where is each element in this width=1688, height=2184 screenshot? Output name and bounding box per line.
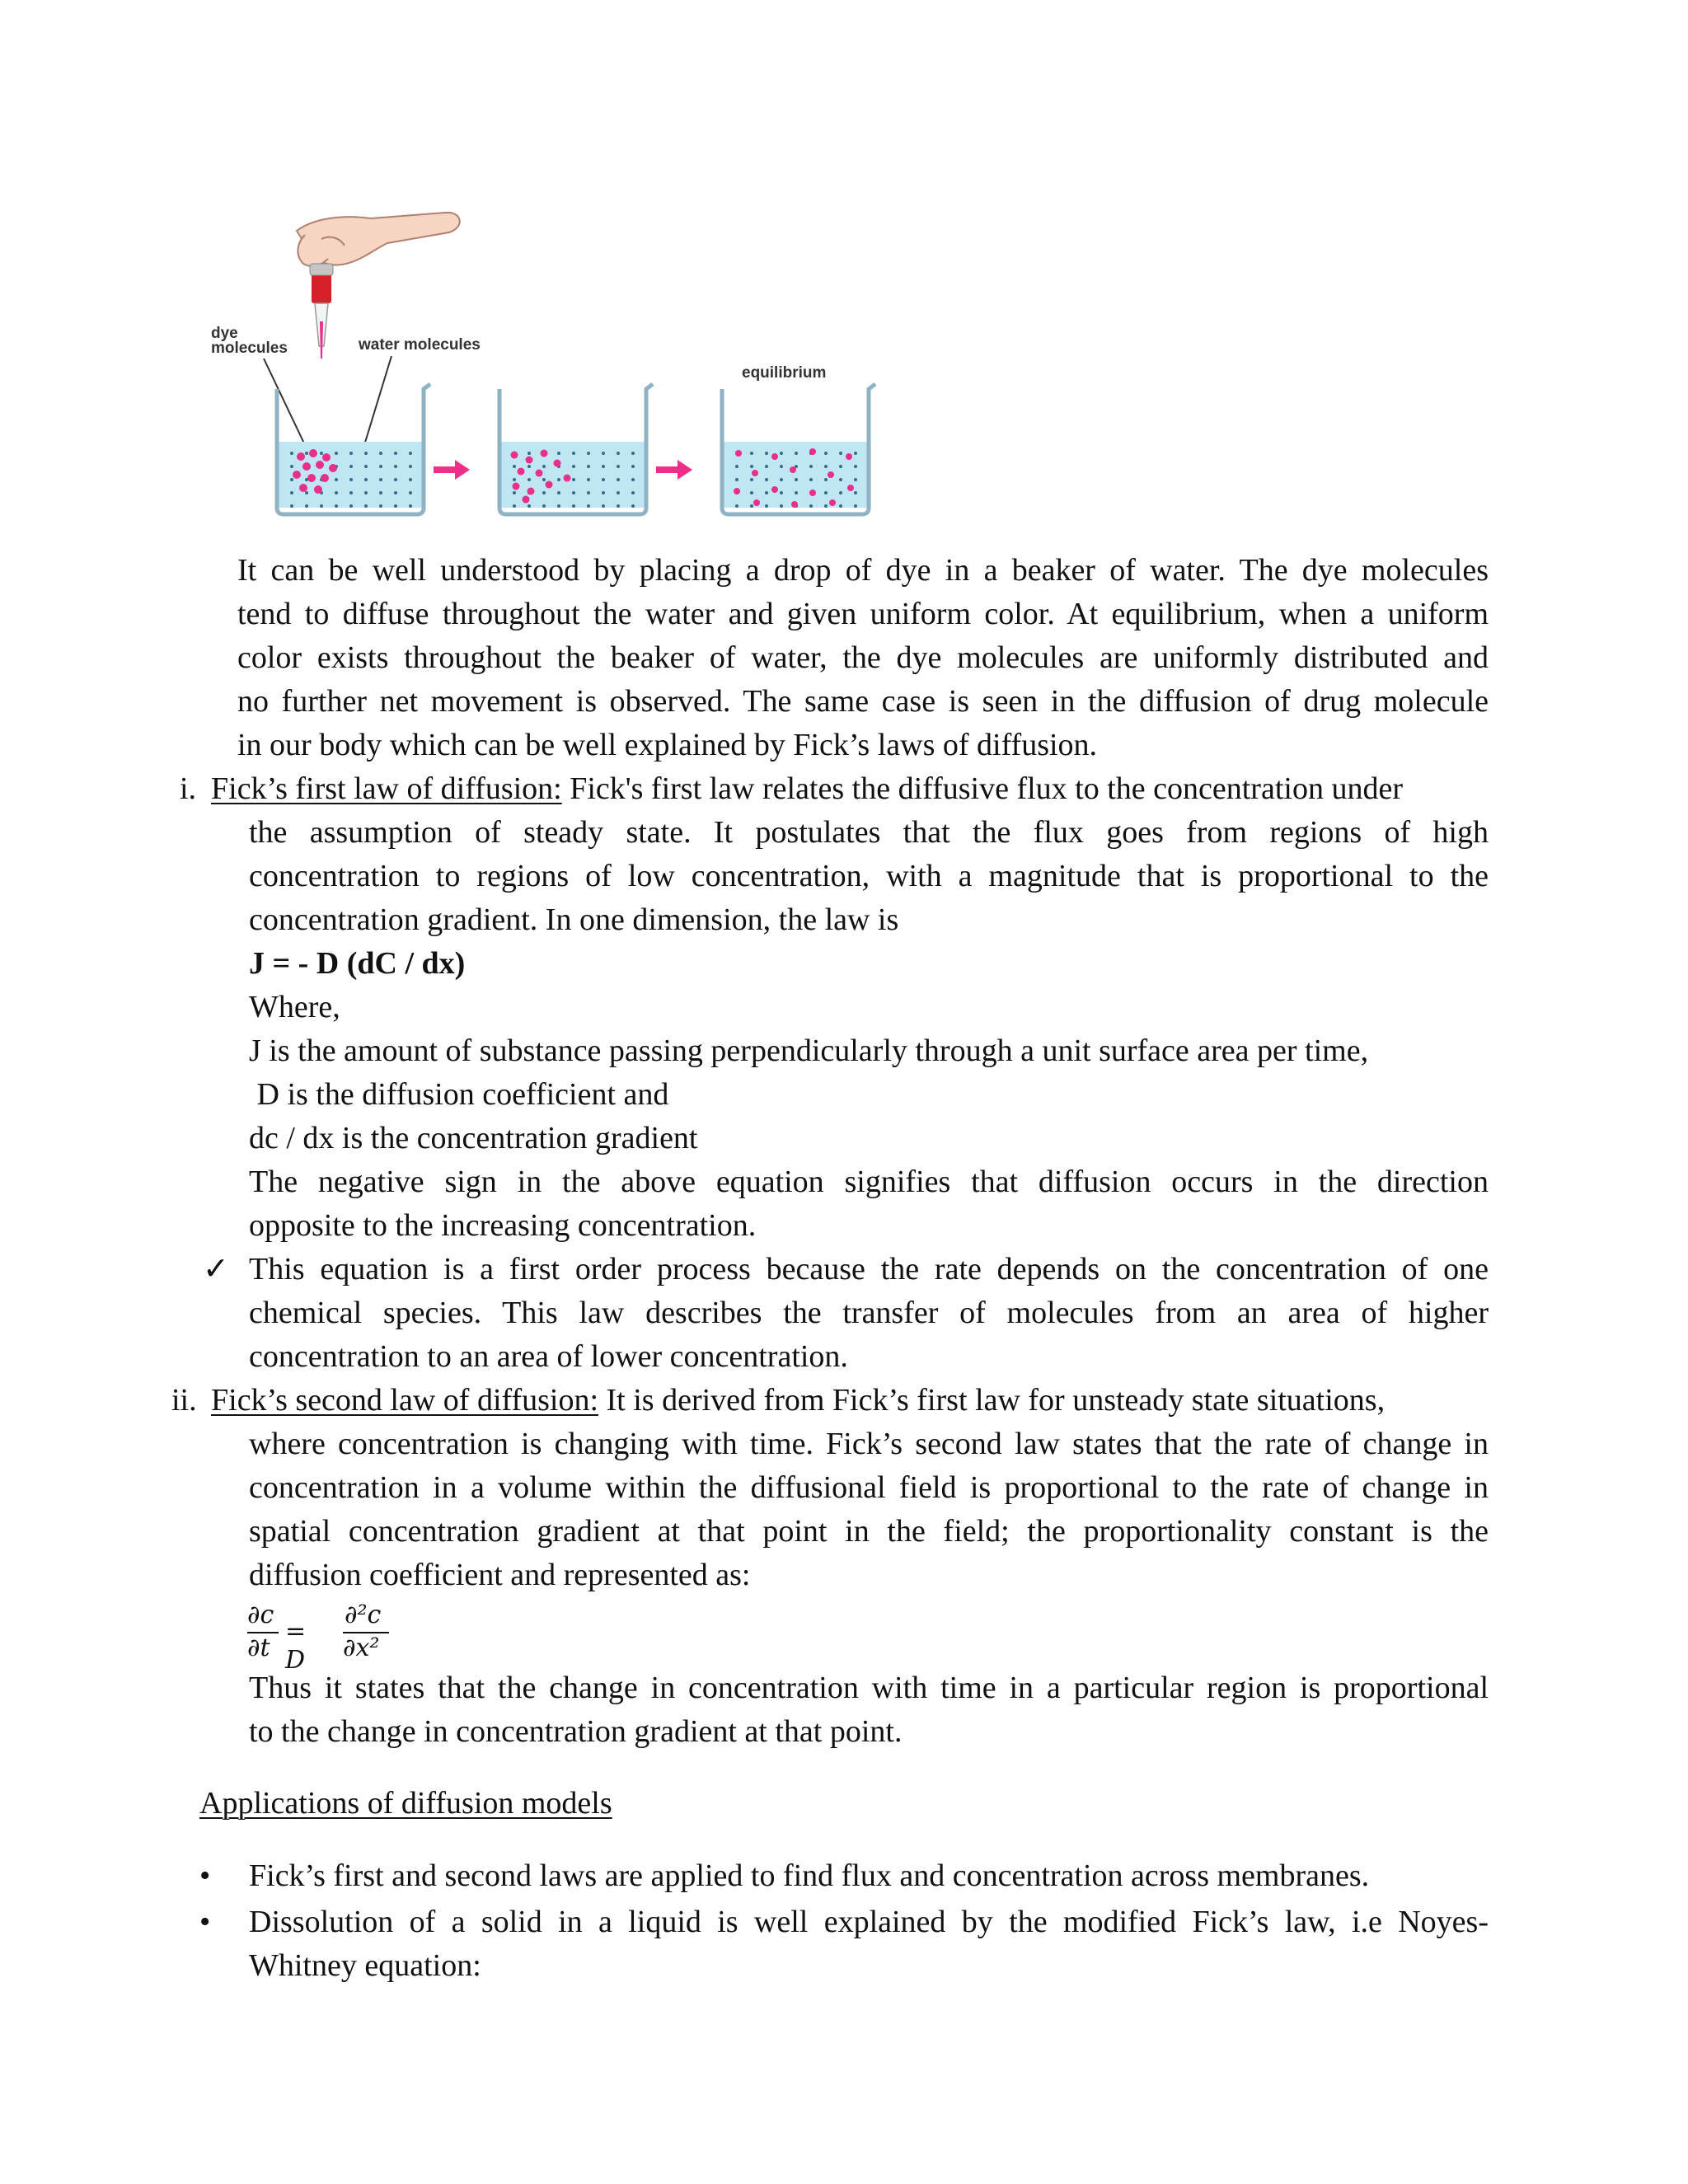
label-water-molecules: water molecules xyxy=(359,336,481,354)
dropper-icon xyxy=(310,264,333,359)
law1-heading-line xyxy=(211,767,1489,811)
intro-line: It can be well understood by placing a drop of dye in a beaker of water. The dye molecules xyxy=(237,553,1489,588)
definition-d: D is the diffusion coefficient and xyxy=(249,1077,669,1112)
intro-line: no further net movement is observed. The same case is seen in the diffusion of drug molecule xyxy=(237,684,1489,719)
where-label: Where, xyxy=(249,990,340,1024)
eq-num-left: ∂c xyxy=(247,1601,274,1629)
beaker-equilibrium xyxy=(722,384,875,514)
fick-first-equation: J = - D (dC / dx) xyxy=(249,946,466,981)
law2-heading-line xyxy=(211,1379,1385,1422)
law1-title: Fick’s first law of diffusion: xyxy=(211,771,562,806)
diffusion-figure xyxy=(198,198,907,519)
intro-line: in our body which can be well explained by Fick’s laws of diffusion. xyxy=(237,728,1098,762)
beaker-intermediate xyxy=(499,384,653,514)
law2-after-line: to the change in concentration gradient at that point. xyxy=(249,1714,903,1749)
law1-line: the assumption of steady state. It postulates that the flux goes from regions of high xyxy=(249,815,1489,850)
pointer-line-dye xyxy=(264,359,305,445)
beaker-initial xyxy=(277,384,430,514)
check-line: concentration to an area of lower concentration. xyxy=(249,1339,848,1374)
label-molecules: molecules xyxy=(211,340,288,357)
intro-line: tend to diffuse throughout the water and given uniform color. At equilibrium, when a uniform xyxy=(237,597,1489,631)
applications-heading: Applications of diffusion models xyxy=(199,1786,612,1821)
label-equilibrium: equilibrium xyxy=(742,364,827,382)
law1-line: concentration to regions of low concentration, with a magnitude that is proportional to the xyxy=(249,859,1489,893)
hand-icon xyxy=(297,213,460,266)
definition-j: J is the amount of substance passing perpendicularly through a unit surface area per time, xyxy=(249,1033,1369,1068)
eq-mid: = D xyxy=(285,1617,307,1675)
checkmark-icon: ✓ xyxy=(203,1252,229,1286)
list-marker-ii: ii. xyxy=(171,1383,197,1418)
law1-first-text: Fick's first law relates the diffusive flux to the concentration under xyxy=(561,771,1403,806)
law1-line: concentration gradient. In one dimension, the law is xyxy=(249,902,899,937)
law2-after-line: Thus it states that the change in concentration with time in a particular region is proportional xyxy=(249,1671,1489,1705)
bullet-icon: • xyxy=(199,1858,211,1893)
arrow-2-icon xyxy=(656,460,692,480)
eq-den-right: ∂x² xyxy=(343,1633,380,1662)
arrow-1-icon xyxy=(434,460,470,480)
definition-dc: dc / dx is the concentration gradient xyxy=(249,1121,698,1155)
law2-line: concentration in a volume within the diffusional field is proportional to the rate of change in xyxy=(249,1470,1489,1505)
law2-line: spatial concentration gradient at that point in the field; the proportionality constant is the xyxy=(249,1514,1489,1549)
intro-line: color exists throughout the beaker of water, the dye molecules are uniformly distributed and xyxy=(237,640,1489,675)
application-item: Whitney equation: xyxy=(249,1948,481,1983)
negative-sign-line: opposite to the increasing concentration. xyxy=(249,1208,757,1243)
label-dye: dye xyxy=(211,325,238,342)
list-marker-i: i. xyxy=(180,771,197,806)
negative-sign-line: The negative sign in the above equation signifies that diffusion occurs in the direction xyxy=(249,1165,1489,1199)
law2-first-text: It is derived from Fick’s first law for unsteady state situations, xyxy=(598,1383,1386,1418)
bullet-icon: • xyxy=(199,1905,211,1939)
pointer-line-water xyxy=(364,356,392,445)
eq-den-left: ∂t xyxy=(247,1633,270,1662)
eq-num-right: ∂²c xyxy=(345,1601,382,1629)
law2-title: Fick’s second law of diffusion: xyxy=(211,1383,599,1418)
application-item: Fick’s first and second laws are applied to find flux and concentration across membranes. xyxy=(249,1858,1370,1893)
check-line: chemical species. This law describes the transfer of molecules from an area of higher xyxy=(249,1296,1489,1330)
application-item: Dissolution of a solid in a liquid is well explained by the modified Fick’s law, i.e Noyes- xyxy=(249,1905,1489,1939)
law2-line: where concentration is changing with time. Fick’s second law states that the rate of change in xyxy=(249,1427,1489,1461)
law2-line: diffusion coefficient and represented as: xyxy=(249,1558,751,1592)
diffusion-illustration xyxy=(198,198,907,519)
check-line: This equation is a first order process because the rate depends on the concentration of one xyxy=(249,1252,1489,1286)
